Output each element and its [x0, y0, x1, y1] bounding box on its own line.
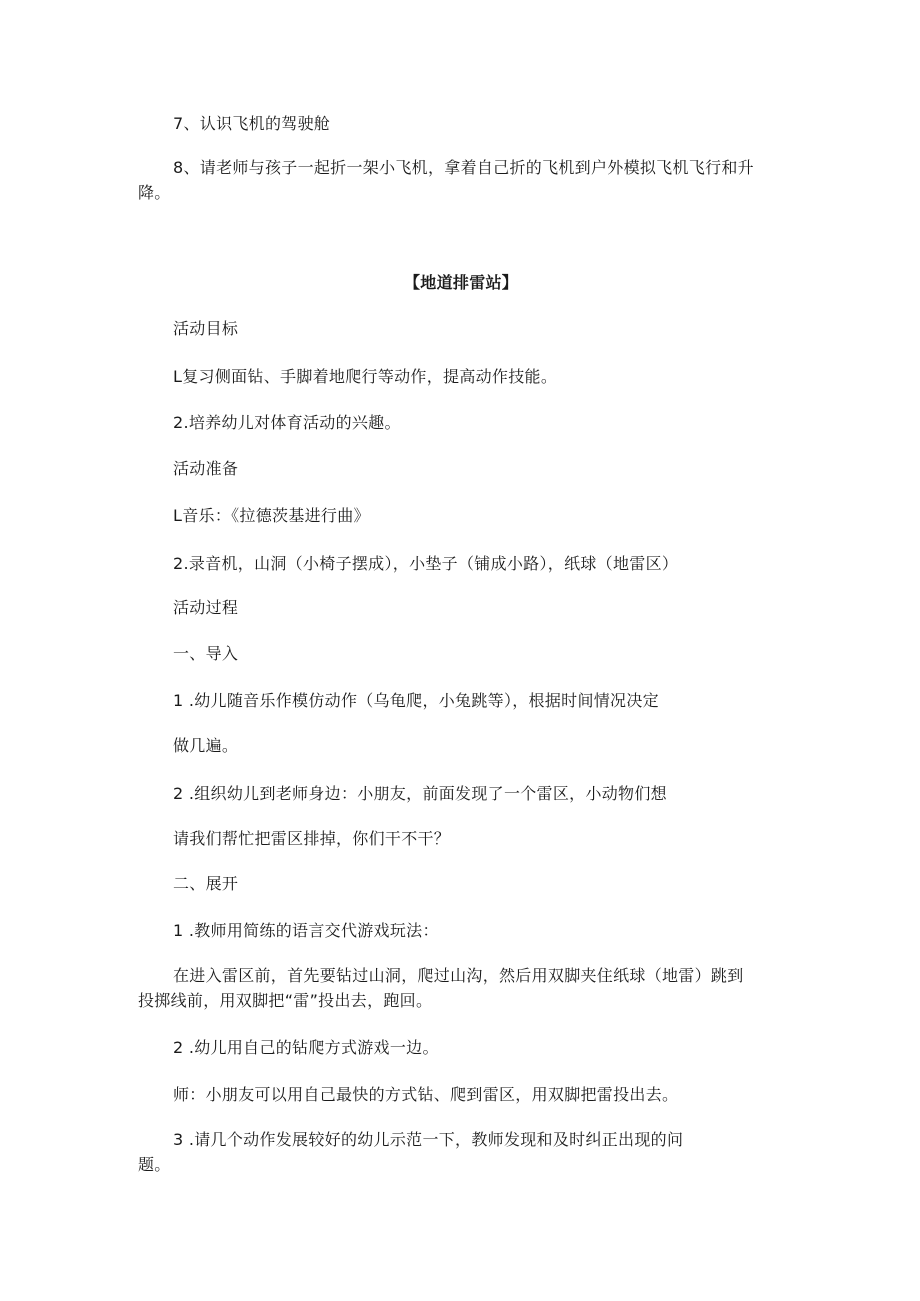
prep-item-1: L音乐：《拉德茨基进行曲》 — [173, 506, 370, 525]
part-1-heading: 一、导入 — [173, 644, 239, 663]
list-item-7: 7、认识飞机的驾驶舱 — [173, 114, 331, 133]
expand-item-3-line-2: 题。 — [138, 1155, 171, 1174]
list-item-8-line-1: 8、请老师与孩子一起折一架小飞机，拿着自己折的飞机到户外模拟飞机飞行和升 — [173, 158, 754, 177]
list-item-8-line-2: 降。 — [138, 183, 171, 202]
process-heading: 活动过程 — [173, 598, 239, 617]
expand-item-1: 1 .教师用简练的语言交代游戏玩法： — [173, 921, 439, 940]
expand-item-2: 2 .幼儿用自己的钻爬方式游戏一边。 — [173, 1038, 439, 1057]
section-title: 【地道排雷站】 — [404, 273, 519, 292]
prep-heading: 活动准备 — [173, 459, 239, 478]
goals-heading: 活动目标 — [173, 319, 239, 338]
teacher-line: 师：小朋友可以用自己最快的方式钻、爬到雷区，用双脚把雷投出去。 — [173, 1085, 679, 1104]
expand-item-3-line-1: 3 .请几个动作发展较好的幼儿示范一下，教师发现和及时纠正出现的问 — [173, 1130, 684, 1149]
goal-item-1: L复习侧面钻、手脚着地爬行等动作，提高动作技能。 — [173, 367, 558, 386]
part-2-heading: 二、展开 — [173, 874, 239, 893]
step-2-line-1: 2 .组织幼儿到老师身边：小朋友，前面发现了一个雷区，小动物们想 — [173, 784, 667, 803]
rules-line-2: 投掷线前，用双脚把“雷”投出去，跑回。 — [138, 991, 433, 1010]
prep-item-2: 2.录音机，山洞（小椅子摆成），小垫子（铺成小路），纸球（地雷区） — [173, 554, 679, 573]
rules-line-1: 在进入雷区前，首先要钻过山洞，爬过山沟，然后用双脚夹住纸球（地雷）跳到 — [173, 966, 744, 985]
goal-item-2: 2.培养幼儿对体育活动的兴趣。 — [173, 413, 401, 432]
step-1-line-2: 做几遍。 — [173, 736, 239, 755]
step-1-line-1: 1 .幼儿随音乐作模仿动作（乌龟爬，小兔跳等），根据时间情况决定 — [173, 691, 659, 710]
step-2-line-2: 请我们帮忙把雷区排掉，你们干不干？ — [173, 829, 451, 848]
